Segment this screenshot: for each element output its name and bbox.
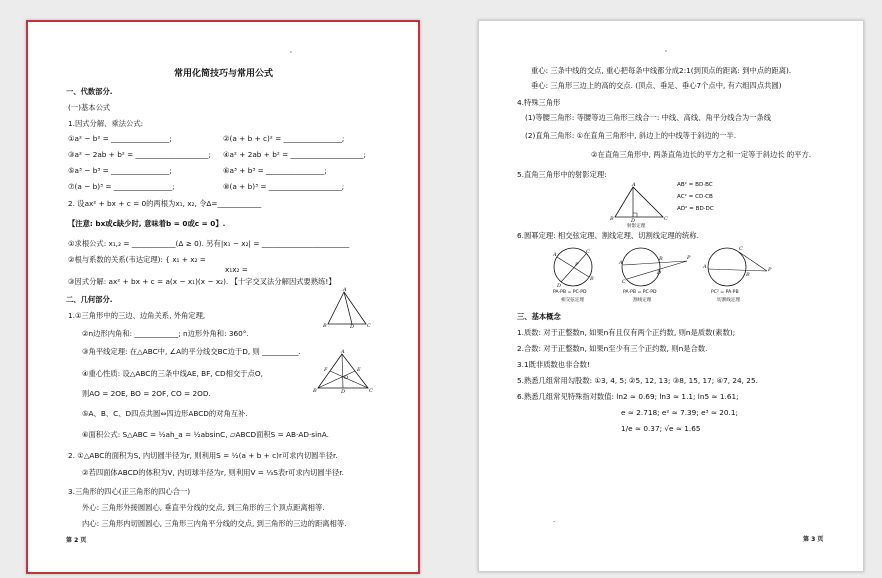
fig-caption: 相交弦定理 bbox=[561, 298, 584, 303]
text-line: 1.①三角形中的三边、边角关系, 外角定理, bbox=[68, 311, 206, 320]
fig-label: A bbox=[703, 264, 707, 270]
text-line: ③因式分解: ax² + bx + c = a(x − x₁)(x − x₂). 【十字交叉法分解因式要熟练!】 bbox=[68, 277, 336, 286]
text-line: ②若四面体ABCD的体积为V, 内切球半径为r, 则利用V = ⅓S表r可求内切圆半径r. bbox=[82, 468, 344, 477]
text-line: 6.熟悉几组常见特殊指对数值: ln2 ≈ 0.69; ln3 ≈ 1.1; ln5 ≈ 1.61; bbox=[517, 392, 739, 401]
text-line: 6.圆幂定理: 相交弦定理、割线定理、切割线定理的统称. bbox=[517, 231, 699, 240]
text-line: x₁x₂ = bbox=[225, 265, 248, 274]
page-3 bbox=[478, 20, 864, 572]
formula-line: ⑧(a + b)³ = ____________________; bbox=[223, 182, 345, 191]
fig-caption: 射影定理 bbox=[627, 224, 646, 229]
section-heading: 二、几何部分. bbox=[66, 295, 113, 304]
page-mark: ' bbox=[290, 50, 292, 58]
fig-formula: PA·PB = PC·PD bbox=[553, 290, 587, 295]
fig-label: B bbox=[610, 216, 614, 222]
fig-caption: 切割线定理 bbox=[717, 298, 740, 303]
fig-label: O bbox=[344, 375, 349, 381]
fig-label: E bbox=[357, 367, 361, 373]
formula-line: ④a² + 2ab + b² = ____________________; bbox=[223, 150, 366, 159]
page-title: 常用化简技巧与常用公式 bbox=[174, 69, 274, 79]
fig-label: P bbox=[575, 262, 579, 268]
text-line: ③角平线定理: 在△ABC中, ∠A的平分线交BC边于D, 则 __________. bbox=[82, 347, 301, 356]
text-line: (2)直角三角形: ①在直角三角形中, 斜边上的中线等于斜边的一半. bbox=[525, 131, 737, 140]
projection-theorem-figure bbox=[609, 183, 669, 227]
fig-label: C bbox=[622, 279, 626, 285]
text-line: ④重心性质: 设△ABC的三条中线AE, BF, CD相交于点O, bbox=[82, 369, 263, 378]
projection-formula: AB² = BD·BC bbox=[677, 182, 713, 188]
secant-figure bbox=[619, 245, 691, 303]
text-line: e ≈ 2.718; e² ≈ 7.39; e³ ≈ 20.1; bbox=[621, 408, 738, 417]
text-line: (1)等腰三角形: 等腰等边三角形三线合一: 中线、高线、角平分线合为一条线 bbox=[525, 113, 772, 122]
text-line: ①求根公式: x₁,₂ = ____________(Δ ≥ 0). 另有|x₁ − x₂| = ________________________ bbox=[68, 239, 350, 248]
text-line: 垂心: 三角形三边上的高的交点. (顶点、垂足、垂心7个点中, 有六组四点共圆) bbox=[531, 81, 782, 90]
text-line: 3.三角形的四心(正三角形的四心合一) bbox=[68, 487, 191, 496]
fig-label: D bbox=[557, 283, 562, 289]
page-footer: 第 2 页 bbox=[66, 537, 87, 544]
text-line: 2. ①△ABC的面积为S, 内切圆半径为r, 则利用S = ½(a + b + c)r可求内切圆半径r. bbox=[68, 451, 338, 460]
subsection-heading: (一)基本公式 bbox=[68, 103, 111, 112]
fig-label: A bbox=[341, 349, 345, 355]
centroid-figure bbox=[313, 349, 373, 395]
text-line: 5.熟悉几组常用勾股数: ①3, 4, 5; ②5, 12, 13; ③8, 15, 17; ④7, 24, 25. bbox=[517, 376, 758, 385]
fig-label: B bbox=[590, 276, 594, 282]
fig-label: C bbox=[367, 323, 371, 329]
page-mark: ' bbox=[665, 49, 667, 57]
text-line: ⑤A、B、C、D四点共圆⇔四边形ABCD的对角互补. bbox=[82, 409, 248, 418]
fig-label: D bbox=[350, 324, 355, 330]
formula-line: ③a² − 2ab + b² = ____________________; bbox=[68, 150, 211, 159]
fig-label: A bbox=[619, 260, 623, 266]
text-line: ⑥面积公式: S△ABC = ½ah_a = ½absinC, ▱ABCD面积S = AB·AD·sinA. bbox=[82, 430, 329, 439]
fig-label: C bbox=[369, 388, 373, 394]
text-line: 重心: 三条中线的交点, 重心把每条中线都分成2:1(到顶点的距离: 到中点的距离). bbox=[531, 66, 792, 75]
projection-formula: AC² = CD·CB bbox=[677, 194, 713, 200]
text-line: 外心: 三角形外接圆圆心, 垂直平分线的交点, 到三角形的三个顶点距离相等. bbox=[82, 503, 325, 512]
text-line: ②在直角三角形中, 两条直角边长的平方之和一定等于斜边长 的平方. bbox=[591, 150, 812, 159]
text-line: 2. 设ax² + bx + c = 0的两根为x₁, x₂, 令Δ=____________ bbox=[68, 199, 262, 208]
fig-label: B bbox=[746, 272, 750, 278]
fig-label: C bbox=[664, 216, 668, 222]
fig-label: P bbox=[768, 267, 772, 273]
text-line: 内心: 三角形内切圆圆心, 三角形三内角平分线的交点, 到三角形的三边的距离相等. bbox=[82, 519, 347, 528]
text-line: 3.1既非质数也非合数! bbox=[517, 360, 590, 369]
formula-line: ⑤a³ − b³ = ________________; bbox=[68, 166, 172, 175]
page-mark: . bbox=[553, 516, 556, 524]
fig-caption: 割线定理 bbox=[633, 298, 652, 303]
formula-line: ⑥a³ + b³ = ________________; bbox=[223, 166, 327, 175]
fig-label: F bbox=[324, 367, 328, 373]
fig-label: D bbox=[341, 389, 346, 395]
fig-label: A bbox=[553, 252, 557, 258]
section-heading: 三、基本概念 bbox=[517, 312, 561, 321]
text-line: 2.合数: 对于正整数n, 如果n至少有三个正约数, 则n是合数. bbox=[517, 344, 708, 353]
angle-bisector-figure bbox=[323, 287, 374, 330]
fig-formula: PA·PB = PC·PD bbox=[623, 290, 657, 295]
fig-label: C bbox=[739, 246, 743, 252]
intersecting-chords-figure bbox=[551, 245, 607, 303]
fig-label: D bbox=[631, 218, 636, 224]
fig-label: B bbox=[313, 388, 317, 394]
text-line: 1.质数: 对于正整数n, 如果n有且仅有两个正约数, 则n是质数(素数); bbox=[517, 328, 736, 337]
page-footer: 第 3 页 bbox=[803, 536, 824, 543]
text-line: ②根与系数的关系(韦达定理): { x₁ + x₂ = bbox=[68, 255, 206, 264]
text-line: 则AO = 2OE, BO = 2OF, CO = 2OD. bbox=[82, 389, 211, 398]
text-line: 1.因式分解、乘法公式: bbox=[68, 119, 144, 128]
fig-label: B bbox=[659, 256, 663, 262]
projection-formula: AD² = BD·DC bbox=[677, 206, 714, 212]
tangent-secant-figure bbox=[705, 245, 775, 303]
formula-line: ②(a + b + c)² = ________________; bbox=[223, 134, 345, 143]
text-line: ②n边形内角和: ____________; n边形外角和: 360°. bbox=[82, 329, 249, 338]
fig-label: A bbox=[632, 182, 636, 188]
fig-formula: PC² = PA·PB bbox=[711, 290, 739, 295]
fig-label: C bbox=[586, 249, 590, 255]
note-line: 【注意: bx或c缺少时, 意味着b = 0或c = 0】. bbox=[68, 219, 226, 228]
fig-label: P bbox=[687, 255, 691, 261]
fig-label: B bbox=[323, 323, 327, 329]
fig-label: D bbox=[657, 270, 662, 276]
formula-line: ⑦(a − b)³ = ________________; bbox=[68, 182, 175, 191]
fig-label: A bbox=[343, 287, 347, 293]
section-heading: 一、代数部分. bbox=[66, 87, 113, 96]
formula-line: ①a² − b² = ________________; bbox=[68, 134, 172, 143]
text-line: 4.特殊三角形 bbox=[517, 98, 561, 107]
text-line: 5.直角三角形中的射影定理: bbox=[517, 170, 607, 179]
text-line: 1/e ≈ 0.37; √e ≈ 1.65 bbox=[621, 424, 701, 433]
page-2 bbox=[26, 20, 420, 574]
